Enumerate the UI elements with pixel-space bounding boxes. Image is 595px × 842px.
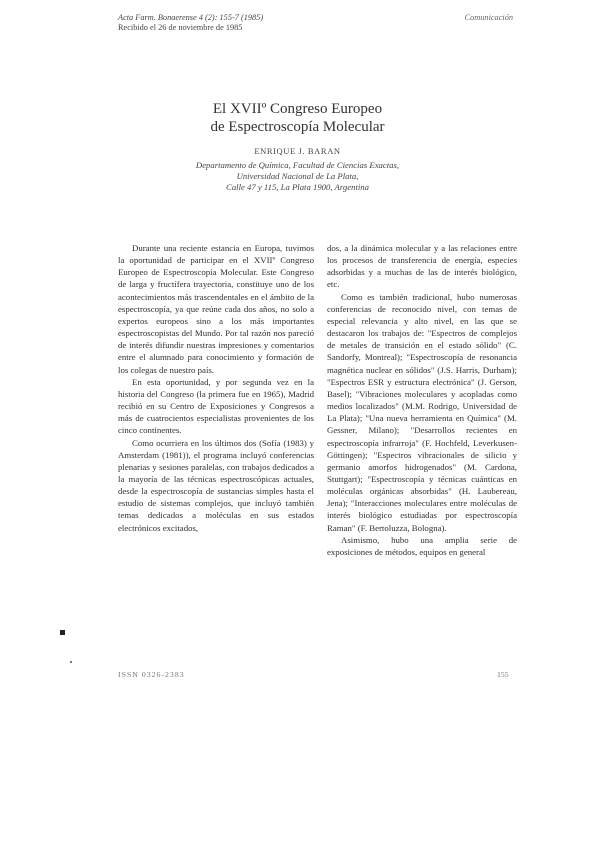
paragraph: Asimismo, hubo una amplia serie de exposiciones de métodos, equipos en general <box>327 534 517 557</box>
paragraph: Durante una reciente estancia en Europa, tuvimos la oportunidad de participar en el XVIIº Congreso Europeo de Espectroscopía Molecular. Este Congreso de larga y fructífera trayectoria, constituye uno de los acontecimientos más trascendentales en el ámbito de la espectroscopía, ya que reúne cada dos años, no solo a expertos europeos sino a los más importantes espectroscopistas del Mundo. Por tal razón nos pareció de interés difundir nuestras impresiones y comentarios entre el alumnado para conocimiento y formación de los colegas de nuestro país. <box>118 243 314 375</box>
paragraph: En esta oportunidad, y por segunda vez en la historia del Congreso (la primera fue en 1965), Madrid recibió en su Centro de Exposiciones y Congresos a más de cuatrocientos especialistas provenientes de los cinco continentes. <box>118 376 314 436</box>
article-title <box>0 100 595 136</box>
title-line-2: de Espectroscopía Molecular <box>210 119 385 135</box>
journal-citation: Acta Farm. Bonaerense 4 (2): 155-7 (1985) <box>118 13 264 22</box>
paragraph: dos, a la dinámica molecular y a las relaciones entre los procesos de transferencia de energía, especies adsorbidas y a muchas de las de interés biológico, etc. <box>327 243 517 290</box>
paragraph: Como ocurriera en los últimos dos (Sofía (1983) y Amsterdam (1981)), el programa incluyó conferencias plenarias y sesiones paralelas, con trabajos dedicados a la mayoría de las técnicas espectroscópicas actuales, desde la espectroscopía de sustancias simples hasta el estudio de sistemas complejos, que incluyó también temas dedicados a moléculas en sus estados electrónicos excitados, <box>118 437 314 533</box>
running-head <box>118 13 263 33</box>
margin-mark <box>60 630 65 635</box>
section-tag: Comunicación <box>464 13 513 22</box>
affiliation-line-3: Calle 47 y 115, La Plata 1900, Argentina <box>226 182 369 192</box>
paragraph: Como es también tradicional, hubo numerosas conferencias de reconocido nivel, con temas de especial relevancia y alto nivel, en las que se destacaron los trabajos de: "Espectros de complejos de metales de transición en el estado sólido" (C. Sandorfy, Montreal); "Espectroscopía de resonancia magnética nuclear en sólidos" (J.S. Harris, Durham); "Espectros ESR y estructura electrónica" (J. Gerson, Basel); "Vibraciones moleculares y acopladas como medios localizados" (M.M. Rodrigo, Universidad de La Plata); "Una nueva herramienta en Química" (M. Gessner, Milano); "Desarrollos recientes en espectroscopía infrarroja" (F. Hochfeld, Leverkusen-Göttingen); "Espectros vibracionales de silicio y germanio amorfos hidrogenados" (M. Cardona, Stuttgart); "Espectroscopía y técnicas cuánticas en moléculas orgánicas absorbidas" (H. Laubereau, Jena); "Interacciones moleculares entre moléculas de interés biológico estudiadas por espectroscopía Raman" (F. Bertoluzza, Bologna). <box>327 291 517 533</box>
page-number: 155 <box>497 670 509 679</box>
body-column-right <box>327 242 517 558</box>
footer-issn: ISSN 0326-2383 <box>118 670 185 679</box>
title-line-1: El XVIIº Congreso Europeo <box>212 101 383 117</box>
received-date: Recibido el 26 de noviembre de 1985 <box>118 23 243 32</box>
affiliation-line-2: Universidad Nacional de La Plata, <box>236 171 359 181</box>
affiliation <box>0 160 595 193</box>
affiliation-line-1: Departamento de Química, Facultad de Ciencias Exactas, <box>195 160 400 170</box>
body-column-left <box>118 242 314 534</box>
scan-speck <box>70 661 72 663</box>
author: ENRIQUE J. BARAN <box>254 146 341 156</box>
